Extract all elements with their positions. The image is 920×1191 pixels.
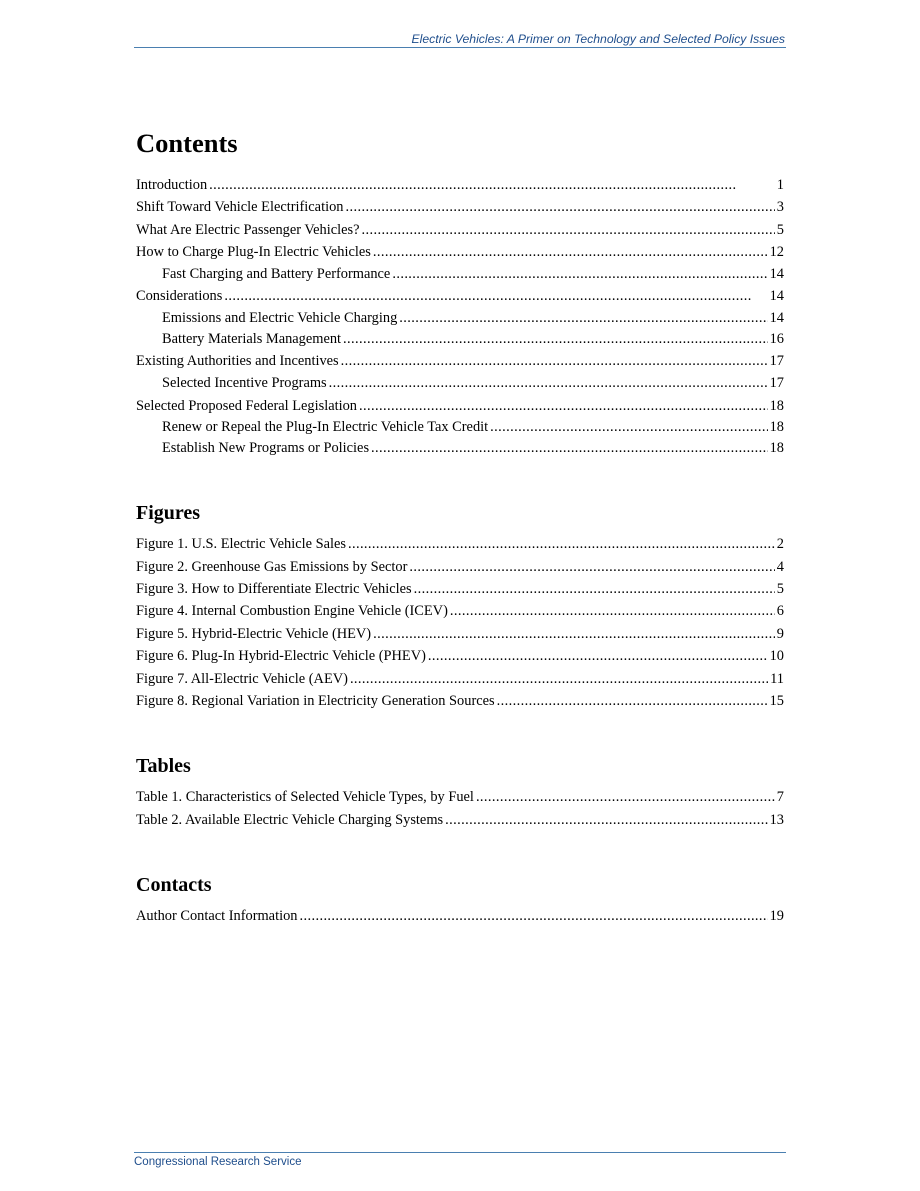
toc-entry-label: Selected Proposed Federal Legislation — [136, 397, 357, 414]
toc-entry-link[interactable] — [136, 645, 784, 667]
toc-entry-label: Figure 6. Plug-In Hybrid-Electric Vehicle (PHEV) — [136, 648, 426, 665]
toc-entry-link[interactable] — [136, 690, 784, 712]
toc-entry-link[interactable] — [136, 556, 784, 578]
toc-entry-label: Considerations — [136, 288, 223, 305]
table-of-contents — [136, 124, 784, 928]
toc-entry-label: Table 2. Available Electric Vehicle Charging Systems — [136, 811, 444, 828]
toc-entry-link[interactable] — [136, 437, 784, 459]
toc-entry-page-number: 7 — [776, 789, 784, 806]
dot-leader — [428, 645, 768, 667]
dot-leader — [373, 241, 768, 263]
toc-entry-link[interactable] — [136, 786, 784, 808]
toc-entry-page-number: 2 — [776, 536, 784, 553]
tables-list — [136, 786, 784, 831]
toc-entry-page-number: 5 — [776, 221, 784, 238]
contacts-heading: Contacts — [136, 874, 212, 897]
toc-entry-page-number: 5 — [776, 581, 784, 598]
toc-entry-page-number: 10 — [769, 648, 784, 665]
tables-section — [136, 752, 784, 831]
toc-entry-page-number: 18 — [769, 418, 784, 435]
toc-entry-page-number: 14 — [769, 266, 784, 283]
contents-section — [136, 124, 784, 459]
toc-entry-page-number: 15 — [769, 693, 784, 709]
toc-entry-label: Figure 3. How to Differentiate Electric Vehicles — [136, 581, 412, 598]
toc-entry-label: Figure 7. All-Electric Vehicle (AEV) — [136, 670, 348, 687]
toc-entry-page-number: 6 — [776, 603, 784, 620]
toc-entry-label: How to Charge Plug-In Electric Vehicles — [136, 243, 371, 260]
toc-entry-label: Shift Toward Vehicle Electrification — [136, 199, 344, 216]
dot-leader — [299, 905, 767, 927]
dot-leader — [341, 350, 768, 372]
contacts-list — [136, 905, 784, 927]
toc-entry-page-number: 17 — [769, 353, 784, 370]
contents-list — [136, 174, 784, 459]
toc-entry-label: Selected Incentive Programs — [162, 375, 327, 392]
toc-entry-label: Battery Materials Management — [162, 330, 342, 347]
dot-leader — [371, 437, 768, 459]
toc-entry-link[interactable] — [136, 395, 784, 417]
toc-entry-label: Figure 1. U.S. Electric Vehicle Sales — [136, 536, 346, 553]
dot-leader — [345, 196, 774, 218]
toc-entry-page-number: 1 — [776, 177, 784, 193]
dot-leader — [445, 809, 767, 831]
toc-entry-link[interactable] — [136, 219, 784, 241]
contacts-section — [136, 871, 784, 927]
toc-entry-page-number: 17 — [769, 375, 784, 392]
toc-entry-label: Emissions and Electric Vehicle Charging — [162, 309, 398, 326]
figures-section — [136, 499, 784, 712]
toc-entry-link[interactable] — [136, 350, 784, 372]
toc-entry-page-number: 13 — [769, 811, 784, 828]
dot-leader — [476, 786, 775, 808]
dot-leader — [490, 417, 767, 437]
dot-leader — [497, 690, 768, 712]
toc-entry-label: Figure 4. Internal Combustion Engine Vehicle (ICEV) — [136, 603, 448, 620]
toc-entry-link[interactable] — [136, 308, 784, 328]
dot-leader — [359, 395, 768, 417]
dot-leader — [399, 308, 767, 328]
toc-entry-label: What Are Electric Passenger Vehicles? — [136, 221, 360, 238]
toc-entry-link[interactable] — [136, 578, 784, 600]
dot-leader — [343, 328, 768, 350]
dot-leader — [392, 263, 767, 285]
toc-entry-label: Author Contact Information — [136, 908, 298, 925]
toc-entry-link[interactable] — [136, 623, 784, 645]
toc-entry-link[interactable] — [136, 668, 784, 690]
dot-leader — [350, 668, 768, 690]
dot-leader — [209, 174, 775, 196]
toc-entry-link[interactable] — [136, 196, 784, 218]
dot-leader — [450, 600, 775, 622]
toc-entry-page-number: 18 — [769, 439, 784, 456]
toc-entry-page-number: 11 — [770, 670, 784, 687]
toc-entry-page-number: 4 — [776, 558, 784, 575]
toc-entry-link[interactable] — [136, 263, 784, 285]
running-footer — [134, 1152, 786, 1168]
toc-entry-label: Table 1. Characteristics of Selected Vehicle Types, by Fuel — [136, 789, 474, 806]
toc-entry-label: Figure 5. Hybrid-Electric Vehicle (HEV) — [136, 625, 372, 642]
toc-entry-label: Existing Authorities and Incentives — [136, 353, 339, 370]
toc-entry-page-number: 19 — [769, 908, 784, 925]
contents-heading: Contents — [136, 128, 238, 158]
toc-entry-link[interactable] — [136, 174, 784, 196]
figures-list — [136, 533, 784, 712]
toc-entry-label: Establish New Programs or Policies — [162, 439, 370, 456]
toc-entry-link[interactable] — [136, 809, 784, 831]
toc-entry-page-number: 14 — [769, 309, 784, 326]
dot-leader — [362, 219, 775, 241]
running-header — [134, 32, 786, 48]
toc-entry-label: Figure 8. Regional Variation in Electricity Generation Sources — [136, 693, 495, 709]
tables-heading: Tables — [136, 755, 191, 778]
toc-entry-link[interactable] — [136, 417, 784, 437]
dot-leader — [373, 623, 775, 645]
toc-entry-page-number: 9 — [776, 625, 784, 642]
toc-entry-page-number: 18 — [769, 397, 784, 414]
dot-leader — [409, 556, 774, 578]
toc-entry-link[interactable] — [136, 241, 784, 263]
dot-leader — [414, 578, 775, 600]
toc-entry-link[interactable] — [136, 533, 784, 555]
toc-entry-label: Figure 2. Greenhouse Gas Emissions by Sector — [136, 558, 408, 575]
dot-leader — [348, 533, 775, 555]
figures-heading: Figures — [136, 502, 201, 525]
running-header-title: Electric Vehicles: A Primer on Technology and Selected Policy Issues — [411, 32, 785, 46]
footer-text: Congressional Research Service — [134, 1156, 302, 1168]
toc-entry-label: Fast Charging and Battery Performance — [162, 266, 391, 283]
dot-leader — [329, 372, 768, 394]
toc-entry-label: Introduction — [136, 177, 208, 193]
toc-entry-link[interactable] — [136, 372, 784, 394]
toc-entry-link[interactable] — [136, 285, 784, 307]
toc-entry-link[interactable] — [136, 600, 784, 622]
toc-entry-link[interactable] — [136, 328, 784, 350]
toc-entry-page-number: 14 — [769, 288, 784, 305]
toc-entry-label: Renew or Repeal the Plug-In Electric Vehicle Tax Credit — [162, 418, 489, 435]
toc-entry-page-number: 16 — [769, 330, 784, 347]
toc-entry-link[interactable] — [136, 905, 784, 927]
toc-entry-page-number: 3 — [776, 199, 784, 216]
toc-entry-page-number: 12 — [769, 243, 784, 260]
dot-leader — [224, 285, 767, 307]
